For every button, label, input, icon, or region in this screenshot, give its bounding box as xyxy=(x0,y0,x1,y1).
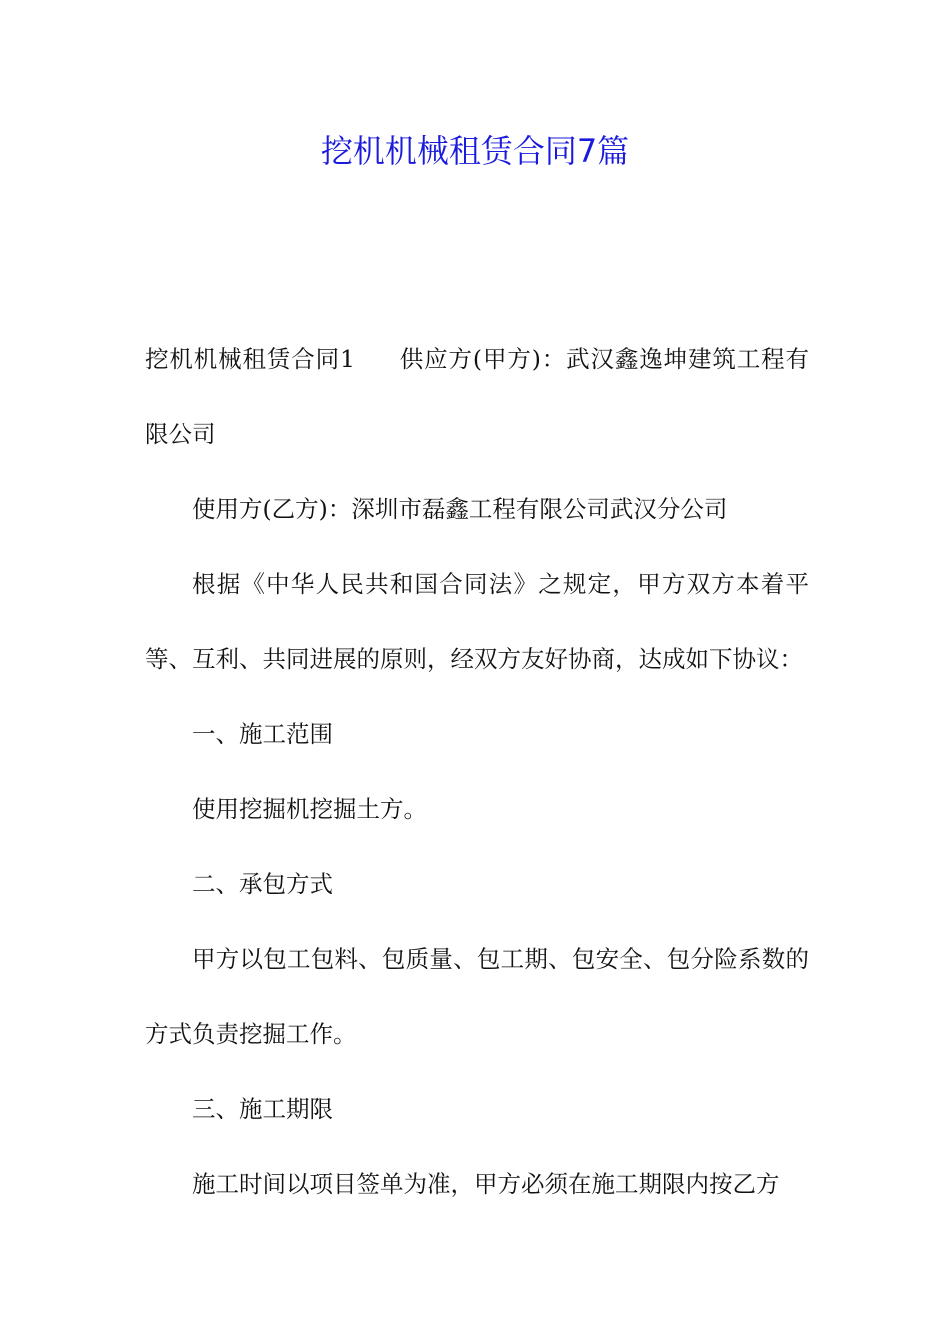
section-title-scope: 一、施工范围 xyxy=(192,720,333,748)
section-title-contracting: 二、承包方式 xyxy=(192,870,333,898)
section-title-period: 三、施工期限 xyxy=(192,1095,333,1123)
document-body xyxy=(145,322,809,1222)
paragraph-user: 使用方(乙方)：深圳市磊鑫工程有限公司武汉分公司 xyxy=(192,495,728,523)
paragraph-period: 施工时间以项目签单为准，甲方必须在施工期限内按乙方 xyxy=(192,1170,780,1198)
paragraph-contracting: 甲方以包工包料、包质量、包工期、包安全、包分险系数的方式负责挖掘工作。 xyxy=(145,945,809,1048)
paragraph-basis: 根据《中华人民共和国合同法》之规定，甲方双方本着平等、互利、共同进展的原则，经双方友好协商，达成如下协议： xyxy=(145,570,809,673)
contract-heading: 挖机机械租赁合同1 xyxy=(145,345,355,373)
document-title: 挖机机械租赁合同7篇 xyxy=(320,132,630,170)
supplier-text: 供应方(甲方)：武汉鑫逸坤建筑工程有限公司 xyxy=(145,345,809,448)
paragraph-scope: 使用挖掘机挖掘土方。 xyxy=(192,795,427,823)
paragraph-supplier xyxy=(145,322,809,472)
